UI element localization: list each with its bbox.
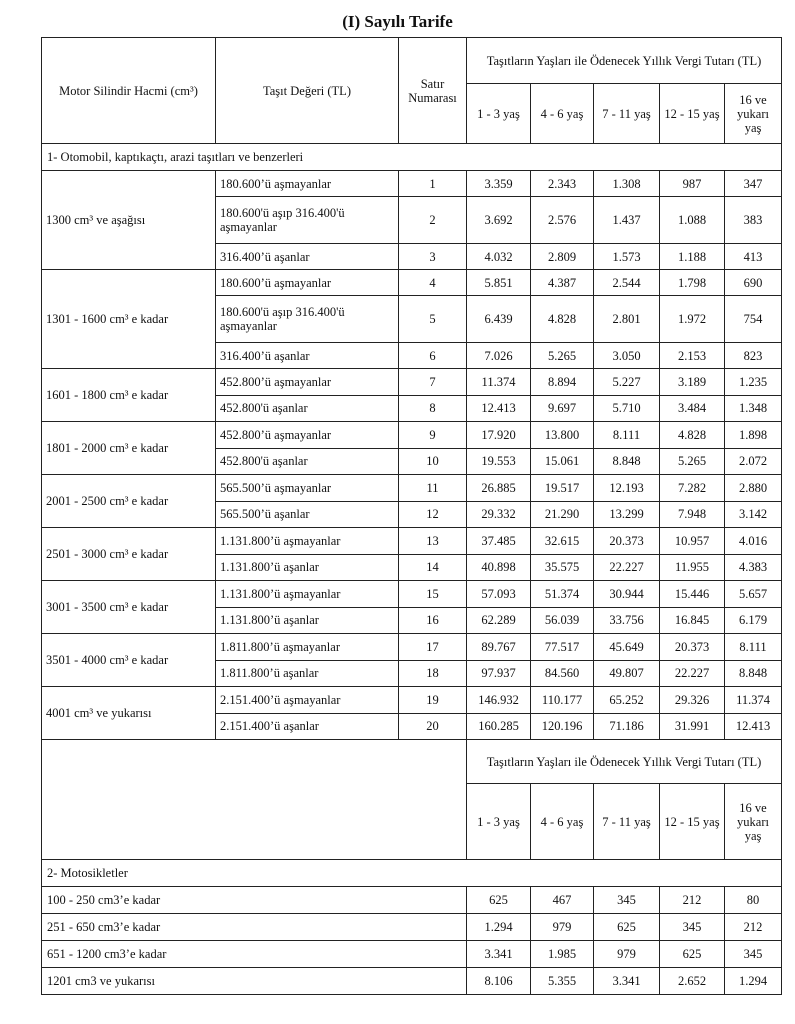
- tax-amount: 7.948: [660, 501, 725, 528]
- engine-group-label: 1301 - 1600 cm³ e kadar: [42, 270, 216, 369]
- table-row: [42, 634, 782, 661]
- row-number: 19: [399, 687, 467, 714]
- row-number: 20: [399, 713, 467, 740]
- vehicle-value: 452.800’ü aşmayanlar: [216, 422, 399, 449]
- tax-amount: 12.413: [725, 713, 782, 740]
- motorcycle-engine-label: 251 - 650 cm3’e kadar: [42, 914, 467, 941]
- tax-amount: 29.326: [660, 687, 725, 714]
- row-number: 10: [399, 448, 467, 475]
- tax-amount: 8.894: [531, 369, 594, 396]
- table-row: [42, 941, 782, 968]
- tax-amount: 32.615: [531, 528, 594, 555]
- tax-amount: 12.413: [467, 395, 531, 422]
- motorcycle-engine-label: 100 - 250 cm3’e kadar: [42, 887, 467, 914]
- tax-amount: 35.575: [531, 554, 594, 581]
- tax-group-header: Taşıtların Yaşları ile Ödenecek Yıllık Vergi Tutarı (TL): [467, 740, 782, 784]
- age-header: 4 - 6 yaş: [531, 84, 594, 144]
- row-number: 12: [399, 501, 467, 528]
- tax-amount: 3.484: [660, 395, 725, 422]
- row-number: 6: [399, 343, 467, 369]
- tax-amount: 15.061: [531, 448, 594, 475]
- age-header: 16 ve yukarı yaş: [725, 784, 782, 860]
- tax-amount: 11.374: [467, 369, 531, 396]
- vehicle-value: 180.600’ü aşmayanlar: [216, 171, 399, 197]
- tax-amount: 2.153: [660, 343, 725, 369]
- tax-amount: 80: [725, 887, 782, 914]
- tax-amount: 3.341: [594, 968, 660, 995]
- tax-amount: 5.227: [594, 369, 660, 396]
- tax-amount: 987: [660, 171, 725, 197]
- tax-amount: 1.798: [660, 270, 725, 296]
- tax-amount: 4.016: [725, 528, 782, 555]
- tax-amount: 3.189: [660, 369, 725, 396]
- tax-amount: 65.252: [594, 687, 660, 714]
- tax-amount: 5.851: [467, 270, 531, 296]
- tax-amount: 89.767: [467, 634, 531, 661]
- tax-amount: 7.282: [660, 475, 725, 502]
- tax-amount: 8.111: [725, 634, 782, 661]
- engine-group-label: 1801 - 2000 cm³ e kadar: [42, 422, 216, 475]
- vehicle-value: 452.800'ü aşanlar: [216, 448, 399, 475]
- tax-amount: 9.697: [531, 395, 594, 422]
- tax-amount: 212: [660, 887, 725, 914]
- row-number: 5: [399, 296, 467, 343]
- tax-amount: 40.898: [467, 554, 531, 581]
- vehicle-value: 1.811.800’ü aşmayanlar: [216, 634, 399, 661]
- tax-amount: 4.032: [467, 244, 531, 270]
- tax-amount: 120.196: [531, 713, 594, 740]
- tax-amount: 49.807: [594, 660, 660, 687]
- header-row: [42, 38, 782, 84]
- vehicle-value: 1.131.800’ü aşmayanlar: [216, 581, 399, 608]
- tariff-table: [41, 37, 782, 995]
- vehicle-value: 1.131.800’ü aşanlar: [216, 607, 399, 634]
- tax-amount: 45.649: [594, 634, 660, 661]
- tax-amount: 383: [725, 197, 782, 244]
- tax-amount: 33.756: [594, 607, 660, 634]
- tax-amount: 51.374: [531, 581, 594, 608]
- age-header: 16 ve yukarı yaş: [725, 84, 782, 144]
- tax-amount: 12.193: [594, 475, 660, 502]
- section-row: [42, 144, 782, 171]
- row-number: 16: [399, 607, 467, 634]
- tax-amount: 625: [594, 914, 660, 941]
- table-row: [42, 968, 782, 995]
- tax-amount: 62.289: [467, 607, 531, 634]
- row-number: 9: [399, 422, 467, 449]
- engine-header: Motor Silindir Hacmi (cm³): [42, 38, 216, 144]
- age-header: 12 - 15 yaş: [660, 784, 725, 860]
- tax-amount: 56.039: [531, 607, 594, 634]
- row-number: 2: [399, 197, 467, 244]
- tax-amount: 77.517: [531, 634, 594, 661]
- tax-amount: 625: [467, 887, 531, 914]
- tax-amount: 823: [725, 343, 782, 369]
- tax-amount: 2.801: [594, 296, 660, 343]
- vehicle-value: 2.151.400’ü aşmayanlar: [216, 687, 399, 714]
- tax-amount: 347: [725, 171, 782, 197]
- tax-amount: 16.845: [660, 607, 725, 634]
- tax-amount: 1.235: [725, 369, 782, 396]
- age-header: 1 - 3 yaş: [467, 784, 531, 860]
- tax-amount: 5.657: [725, 581, 782, 608]
- tax-amount: 1.972: [660, 296, 725, 343]
- vehicle-value: 180.600'ü aşıp 316.400'ü aşmayanlar: [216, 296, 399, 343]
- tax-amount: 97.937: [467, 660, 531, 687]
- table-row: [42, 914, 782, 941]
- tax-amount: 2.072: [725, 448, 782, 475]
- table-row: [42, 581, 782, 608]
- engine-group-label: 4001 cm³ ve yukarısı: [42, 687, 216, 740]
- tax-amount: 84.560: [531, 660, 594, 687]
- tax-amount: 7.026: [467, 343, 531, 369]
- document-title: (I) Sayılı Tarife: [342, 12, 453, 31]
- vehicle-value: 1.811.800’ü aşanlar: [216, 660, 399, 687]
- tax-amount: 3.142: [725, 501, 782, 528]
- row-number: 18: [399, 660, 467, 687]
- tax-amount: 110.177: [531, 687, 594, 714]
- tax-amount: 1.898: [725, 422, 782, 449]
- row-number: 11: [399, 475, 467, 502]
- row-number: 13: [399, 528, 467, 555]
- engine-group-label: 1300 cm³ ve aşağısı: [42, 171, 216, 270]
- tax-amount: 20.373: [660, 634, 725, 661]
- tax-amount: 5.265: [660, 448, 725, 475]
- motorcycle-engine-label: 1201 cm3 ve yukarısı: [42, 968, 467, 995]
- tax-amount: 754: [725, 296, 782, 343]
- tax-amount: 1.188: [660, 244, 725, 270]
- tax-amount: 1.294: [725, 968, 782, 995]
- table-row: [42, 528, 782, 555]
- tax-amount: 8.848: [594, 448, 660, 475]
- vehicle-value: 180.600’ü aşmayanlar: [216, 270, 399, 296]
- header-row: [42, 740, 782, 784]
- tax-amount: 1.088: [660, 197, 725, 244]
- tax-amount: 625: [660, 941, 725, 968]
- tax-amount: 22.227: [594, 554, 660, 581]
- tax-amount: 4.828: [531, 296, 594, 343]
- vehicle-value: 180.600'ü aşıp 316.400'ü aşmayanlar: [216, 197, 399, 244]
- tax-amount: 17.920: [467, 422, 531, 449]
- age-header: 7 - 11 yaş: [594, 84, 660, 144]
- engine-group-label: 3501 - 4000 cm³ e kadar: [42, 634, 216, 687]
- table-row: [42, 171, 782, 197]
- tax-amount: 2.544: [594, 270, 660, 296]
- tax-amount: 212: [725, 914, 782, 941]
- tax-amount: 4.828: [660, 422, 725, 449]
- tax-amount: 979: [594, 941, 660, 968]
- row-number: 1: [399, 171, 467, 197]
- tax-amount: 15.446: [660, 581, 725, 608]
- table-row: [42, 887, 782, 914]
- tax-amount: 2.809: [531, 244, 594, 270]
- row-number: 14: [399, 554, 467, 581]
- vehicle-value: 316.400’ü aşanlar: [216, 343, 399, 369]
- tax-amount: 4.383: [725, 554, 782, 581]
- tax-amount: 5.710: [594, 395, 660, 422]
- engine-group-label: 1601 - 1800 cm³ e kadar: [42, 369, 216, 422]
- table-row: [42, 369, 782, 396]
- age-header: 1 - 3 yaş: [467, 84, 531, 144]
- section-title: 2- Motosikletler: [42, 860, 782, 887]
- tax-amount: 11.955: [660, 554, 725, 581]
- vehicle-value: 452.800’ü aşmayanlar: [216, 369, 399, 396]
- tax-amount: 146.932: [467, 687, 531, 714]
- tax-amount: 2.880: [725, 475, 782, 502]
- value-header: Taşıt Değeri (TL): [216, 38, 399, 144]
- tax-amount: 19.553: [467, 448, 531, 475]
- tax-amount: 6.179: [725, 607, 782, 634]
- tax-amount: 6.439: [467, 296, 531, 343]
- tax-amount: 5.265: [531, 343, 594, 369]
- tax-amount: 71.186: [594, 713, 660, 740]
- tax-amount: 345: [725, 941, 782, 968]
- row-number-header: Satır Numarası: [399, 38, 467, 144]
- vehicle-value: 565.500’ü aşmayanlar: [216, 475, 399, 502]
- vehicle-value: 452.800'ü aşanlar: [216, 395, 399, 422]
- tax-amount: 1.437: [594, 197, 660, 244]
- tax-amount: 19.517: [531, 475, 594, 502]
- tax-amount: 29.332: [467, 501, 531, 528]
- tax-amount: 3.359: [467, 171, 531, 197]
- row-number: 15: [399, 581, 467, 608]
- tax-amount: 11.374: [725, 687, 782, 714]
- tax-amount: 413: [725, 244, 782, 270]
- tax-amount: 31.991: [660, 713, 725, 740]
- engine-group-label: 2501 - 3000 cm³ e kadar: [42, 528, 216, 581]
- tax-amount: 2.652: [660, 968, 725, 995]
- engine-group-label: 3001 - 3500 cm³ e kadar: [42, 581, 216, 634]
- vehicle-value: 1.131.800’ü aşanlar: [216, 554, 399, 581]
- vehicle-value: 316.400’ü aşanlar: [216, 244, 399, 270]
- tax-amount: 3.050: [594, 343, 660, 369]
- tax-amount: 37.485: [467, 528, 531, 555]
- age-header: 12 - 15 yaş: [660, 84, 725, 144]
- tax-amount: 4.387: [531, 270, 594, 296]
- row-number: 17: [399, 634, 467, 661]
- tax-amount: 1.348: [725, 395, 782, 422]
- age-header: 4 - 6 yaş: [531, 784, 594, 860]
- tax-amount: 20.373: [594, 528, 660, 555]
- table-row: [42, 475, 782, 502]
- vehicle-value: 2.151.400’ü aşanlar: [216, 713, 399, 740]
- tax-amount: 26.885: [467, 475, 531, 502]
- row-number: 7: [399, 369, 467, 396]
- tax-amount: 2.576: [531, 197, 594, 244]
- tax-amount: 8.106: [467, 968, 531, 995]
- tax-amount: 979: [531, 914, 594, 941]
- engine-group-label: 2001 - 2500 cm³ e kadar: [42, 475, 216, 528]
- tax-amount: 8.111: [594, 422, 660, 449]
- table-row: [42, 270, 782, 296]
- vehicle-value: 565.500’ü aşanlar: [216, 501, 399, 528]
- row-number: 3: [399, 244, 467, 270]
- row-number: 4: [399, 270, 467, 296]
- table-row: [42, 422, 782, 449]
- tax-amount: 8.848: [725, 660, 782, 687]
- blank-cell: [42, 740, 467, 860]
- tax-amount: 3.341: [467, 941, 531, 968]
- tax-amount: 10.957: [660, 528, 725, 555]
- tax-amount: 2.343: [531, 171, 594, 197]
- tax-amount: 1.308: [594, 171, 660, 197]
- tax-amount: 13.299: [594, 501, 660, 528]
- tax-amount: 30.944: [594, 581, 660, 608]
- tax-amount: 467: [531, 887, 594, 914]
- tax-amount: 22.227: [660, 660, 725, 687]
- age-header: 7 - 11 yaş: [594, 784, 660, 860]
- motorcycle-engine-label: 651 - 1200 cm3’e kadar: [42, 941, 467, 968]
- tax-group-header: Taşıtların Yaşları ile Ödenecek Yıllık Vergi Tutarı (TL): [467, 38, 782, 84]
- tax-amount: 5.355: [531, 968, 594, 995]
- tax-amount: 1.985: [531, 941, 594, 968]
- tax-amount: 345: [594, 887, 660, 914]
- vehicle-value: 1.131.800’ü aşmayanlar: [216, 528, 399, 555]
- table-row: [42, 687, 782, 714]
- row-number: 8: [399, 395, 467, 422]
- tax-amount: 13.800: [531, 422, 594, 449]
- tax-amount: 21.290: [531, 501, 594, 528]
- tax-amount: 1.294: [467, 914, 531, 941]
- tax-amount: 3.692: [467, 197, 531, 244]
- section-title: 1- Otomobil, kaptıkaçtı, arazi taşıtları ve benzerleri: [42, 144, 782, 171]
- tax-amount: 160.285: [467, 713, 531, 740]
- section-row: [42, 860, 782, 887]
- tax-amount: 690: [725, 270, 782, 296]
- tax-amount: 345: [660, 914, 725, 941]
- tax-amount: 1.573: [594, 244, 660, 270]
- tax-amount: 57.093: [467, 581, 531, 608]
